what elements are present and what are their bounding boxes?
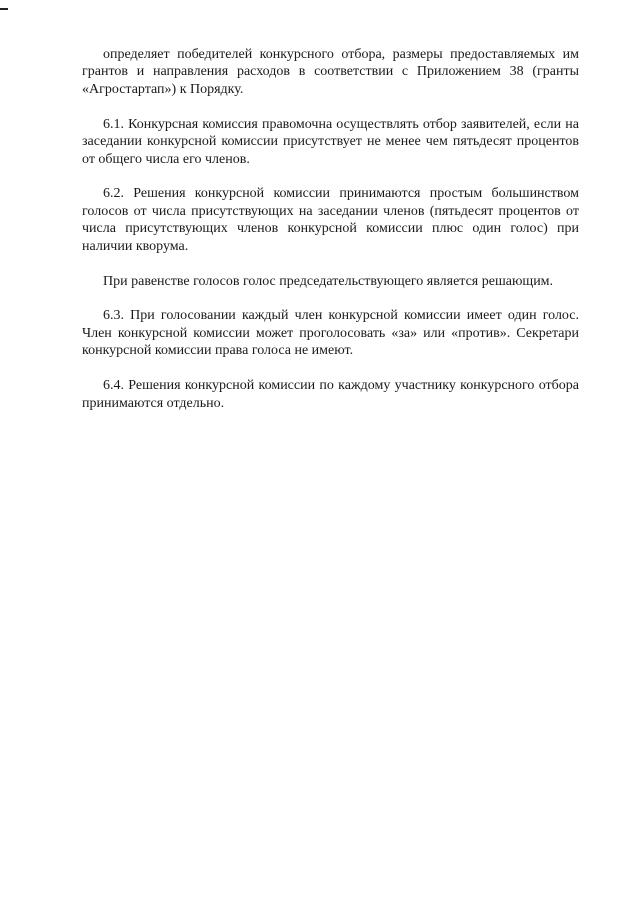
paragraph-tie-rule: При равенстве голосов голос председательствующего является решающим. (103, 273, 554, 289)
scan-corner-mark (0, 8, 8, 10)
paragraph-6-4: 6.4. Решения конкурсной комиссии по каждому участнику конкурсного отбора принимаются отдельно. (82, 378, 579, 411)
paragraph-6-3: 6.3. При голосовании каждый член конкурсной комиссии имеет один голос. Член конкурсной комиссии может проголосовать «за» или «против». Секретари конкурсной комиссии права голоса не имеют. (82, 308, 579, 359)
document-body (82, 46, 579, 430)
paragraph-6-1: 6.1. Конкурсная комиссия правомочна осуществлять отбор заявителей, если на заседании конкурсной комиссии присутствует не менее чем пятьдесят процентов от общего числа его членов. (82, 116, 579, 167)
paragraph-continuation: определяет победителей конкурсного отбора, размеры предоставляемых им грантов и направления расходов в соответствии с Приложением 38 (гранты «Агростартап») к Порядку. (82, 47, 579, 97)
paragraph-6-2: 6.2. Решения конкурсной комиссии принимаются простым большинством голосов от числа присутствующих на заседании членов (пятьдесят процентов от числа присутствующих членов конкурсной комиссии плюс один голос) при наличии кворума. (82, 186, 579, 254)
